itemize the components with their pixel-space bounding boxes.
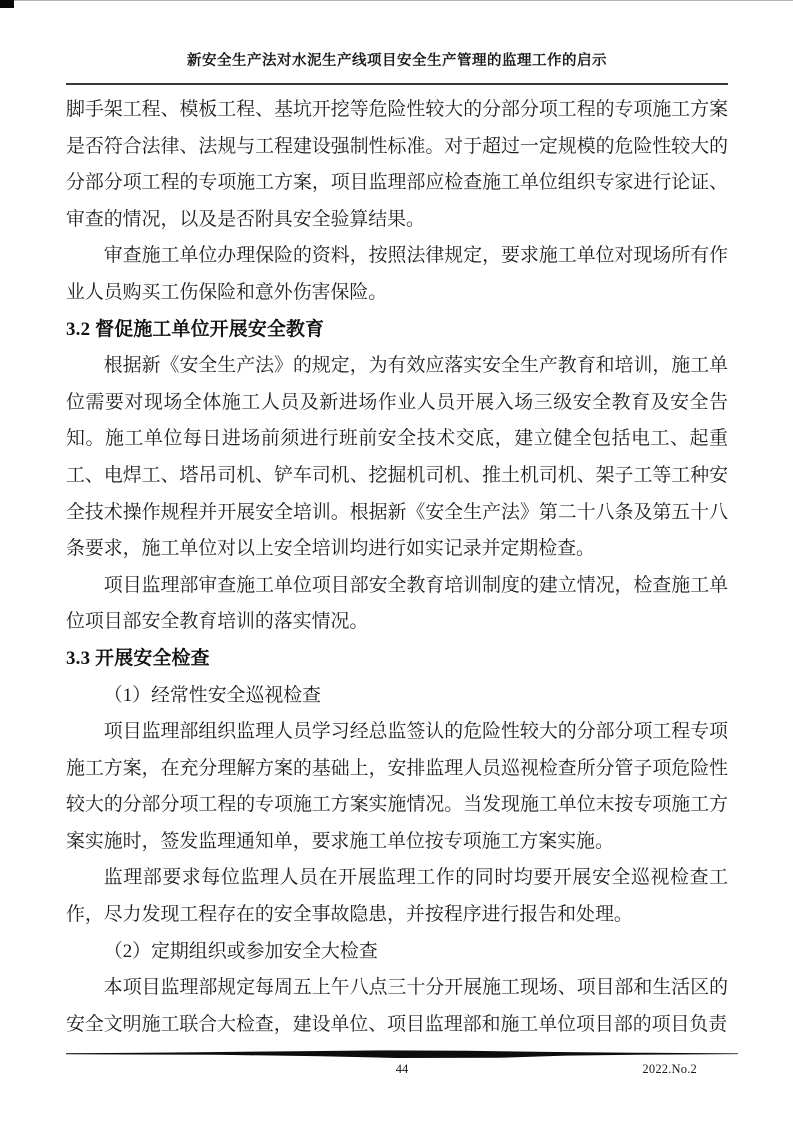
issue-number: 2022.No.2 bbox=[642, 1062, 697, 1076]
scan-corner-mark-artifact bbox=[0, 0, 14, 8]
footer-text-row bbox=[66, 1060, 738, 1080]
footer-rule bbox=[66, 1049, 738, 1059]
header-rule bbox=[66, 83, 728, 85]
page-number: 44 bbox=[395, 1062, 409, 1076]
paragraph: 项目监理部审查施工单位项目部安全教育培训制度的建立情况，检查施工单位项目部安全教育培训的落实情况。 bbox=[66, 574, 728, 633]
paragraph: 项目监理部组织监理人员学习经总监签认的危险性较大的分部分项工程专项施工方案，在充分理解方案的基础上，安排监理人员巡视检查所分管子项危险性较大的分部分项工程的专项施工方案实施情况。当发现施工单位末按专项施工方案实施时，签发监理通知单，要求施工单位按专项施工方案实施。 bbox=[66, 721, 728, 852]
paragraph: （1）经常性安全巡视检查 bbox=[103, 684, 322, 706]
body-text bbox=[66, 92, 728, 1043]
paragraph: （2）定期组织或参加安全大检查 bbox=[103, 940, 378, 962]
running-head-title: 新安全生产法对水泥生产线项目安全生产管理的监理工作的启示 bbox=[187, 53, 607, 69]
page-footer bbox=[66, 1049, 738, 1080]
section-heading: 3.2 督促施工单位开展安全教育 bbox=[66, 318, 325, 340]
page-header bbox=[66, 50, 728, 85]
paragraph: 脚手架工程、模板工程、基坑开挖等危险性较大的分部分项工程的专项施工方案是否符合法律、法规与工程建设强制性标准。对于超过一定规模的危险性较大的分部分项工程的专项施工方案，项目监理部应检查施工单位组织专家进行论证、审查的情况，以及是否附具安全验算结果。 bbox=[66, 99, 728, 230]
paragraph: 根据新《安全生产法》的规定，为有效应落实安全生产教育和培训，施工单位需要对现场全体施工人员及新进场作业人员开展入场三级安全教育及安全告知。施工单位每日进场前须进行班前安全技术交底，建立健全包括电工、起重工、电焊工、塔吊司机、铲车司机、挖掘机司机、推土机司机、架子工等工种安全技术操作规程并开展安全培训。根据新《安全生产法》第二十八条及第五十八条要求，施工单位对以上安全培训均进行如实记录并定期检查。 bbox=[66, 355, 728, 560]
paragraph: 审查施工单位办理保险的资料，按照法律规定，要求施工单位对现场所有作业人员购买工伤保险和意外伤害保险。 bbox=[66, 245, 728, 303]
section-heading: 3.3 开展安全检查 bbox=[66, 647, 210, 669]
paragraph: 本项目监理部规定每周五上午八点三十分开展施工现场、项目部和生活区的安全文明施工联合大检查，建设单位、项目监理部和施工单位项目部的项目负责 bbox=[66, 977, 728, 1035]
scan-top-edge-artifact bbox=[0, 0, 793, 1]
paragraph: 监理部要求每位监理人员在开展监理工作的同时均要开展安全巡视检查工作，尽力发现工程存在的安全事故隐患，并按程序进行报告和处理。 bbox=[66, 867, 728, 926]
